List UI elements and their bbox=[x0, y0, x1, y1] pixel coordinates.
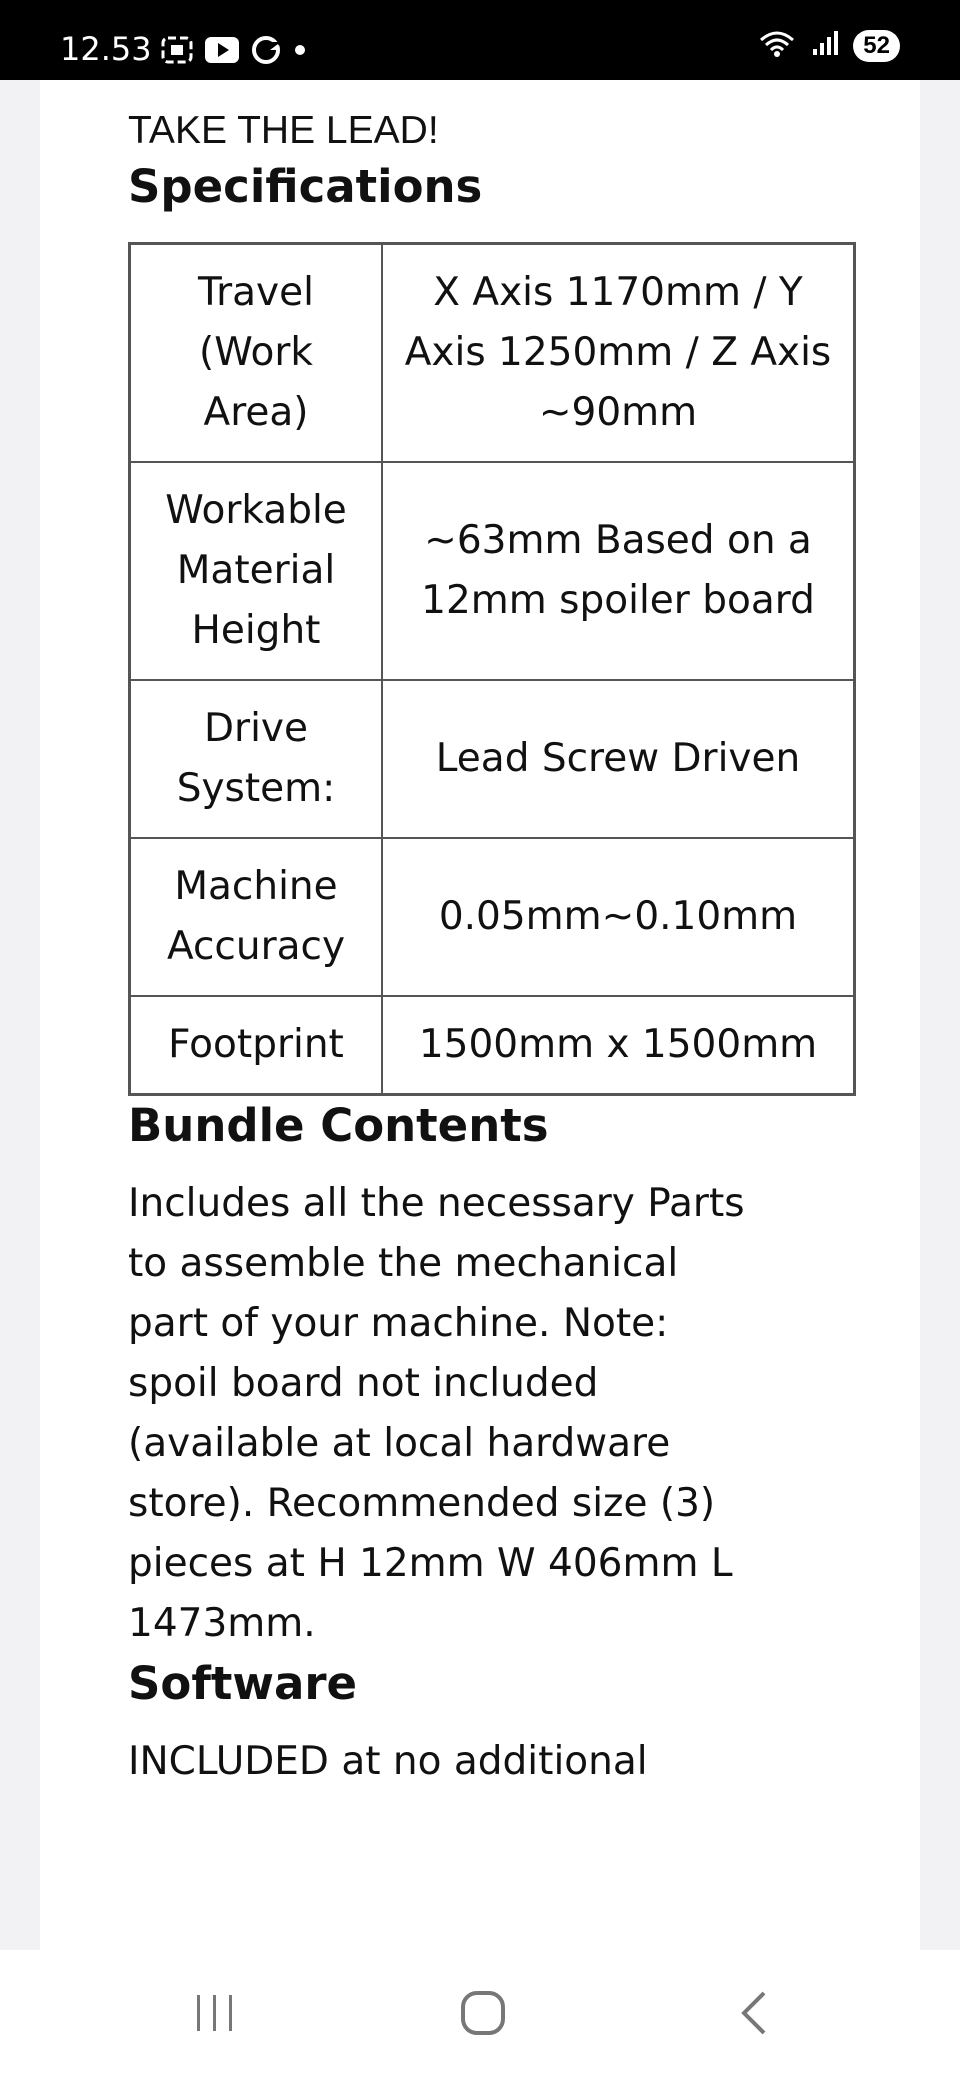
table-row bbox=[130, 680, 855, 838]
home-icon bbox=[458, 1988, 508, 2043]
status-icons-right bbox=[757, 28, 900, 63]
spec-label: Machine Accuracy bbox=[130, 838, 383, 996]
spec-label: Workable Material Height bbox=[130, 462, 383, 680]
table-row bbox=[130, 838, 855, 996]
tagline: TAKE THE LEAD! bbox=[128, 109, 439, 152]
page-content bbox=[128, 105, 898, 1792]
bundle-contents-text: Includes all the necessary Parts to assemble the mechanical part of your machine. Note: spoil board not included (available at local hardware store). Recommended size (3) pieces at H 12mm W 406mm L 1473mm. bbox=[128, 1181, 745, 1646]
spec-value: Lead Screw Driven bbox=[382, 680, 855, 838]
spec-label: Drive System: bbox=[130, 680, 383, 838]
table-row bbox=[130, 244, 855, 463]
spec-label: Travel (Work Area) bbox=[130, 244, 383, 463]
navigation-bar bbox=[0, 1950, 960, 2080]
sync-icon bbox=[250, 34, 282, 71]
youtube-icon bbox=[204, 36, 240, 69]
signal-icon bbox=[811, 29, 839, 62]
specifications-table bbox=[128, 242, 856, 1096]
recent-apps-icon bbox=[192, 1991, 238, 2040]
home-button[interactable] bbox=[443, 1980, 523, 2050]
bundle-contents-heading: Bundle Contents bbox=[128, 1099, 549, 1152]
spec-value: X Axis 1170mm / Y Axis 1250mm / Z Axis ~90mm bbox=[382, 244, 855, 463]
software-heading: Software bbox=[128, 1657, 358, 1710]
status-icons-left bbox=[160, 34, 308, 71]
back-icon bbox=[736, 1989, 770, 2042]
battery-badge: 52 bbox=[853, 30, 900, 62]
spec-value: 1500mm x 1500mm bbox=[382, 996, 855, 1095]
recent-apps-button[interactable] bbox=[175, 1980, 255, 2050]
spec-label: Footprint bbox=[130, 996, 383, 1095]
table-row bbox=[130, 462, 855, 680]
screenshot-icon bbox=[160, 35, 194, 70]
software-text: INCLUDED at no additional bbox=[128, 1739, 648, 1784]
table-row bbox=[130, 996, 855, 1095]
notification-dot-icon bbox=[292, 42, 308, 63]
back-button[interactable] bbox=[713, 1980, 793, 2050]
status-time: 12.53 bbox=[60, 30, 152, 68]
specifications-heading: Specifications bbox=[128, 160, 483, 213]
status-bar bbox=[0, 0, 960, 80]
spec-value: 0.05mm~0.10mm bbox=[382, 838, 855, 996]
spec-value: ~63mm Based on a 12mm spoiler board bbox=[382, 462, 855, 680]
wifi-icon bbox=[757, 28, 797, 63]
